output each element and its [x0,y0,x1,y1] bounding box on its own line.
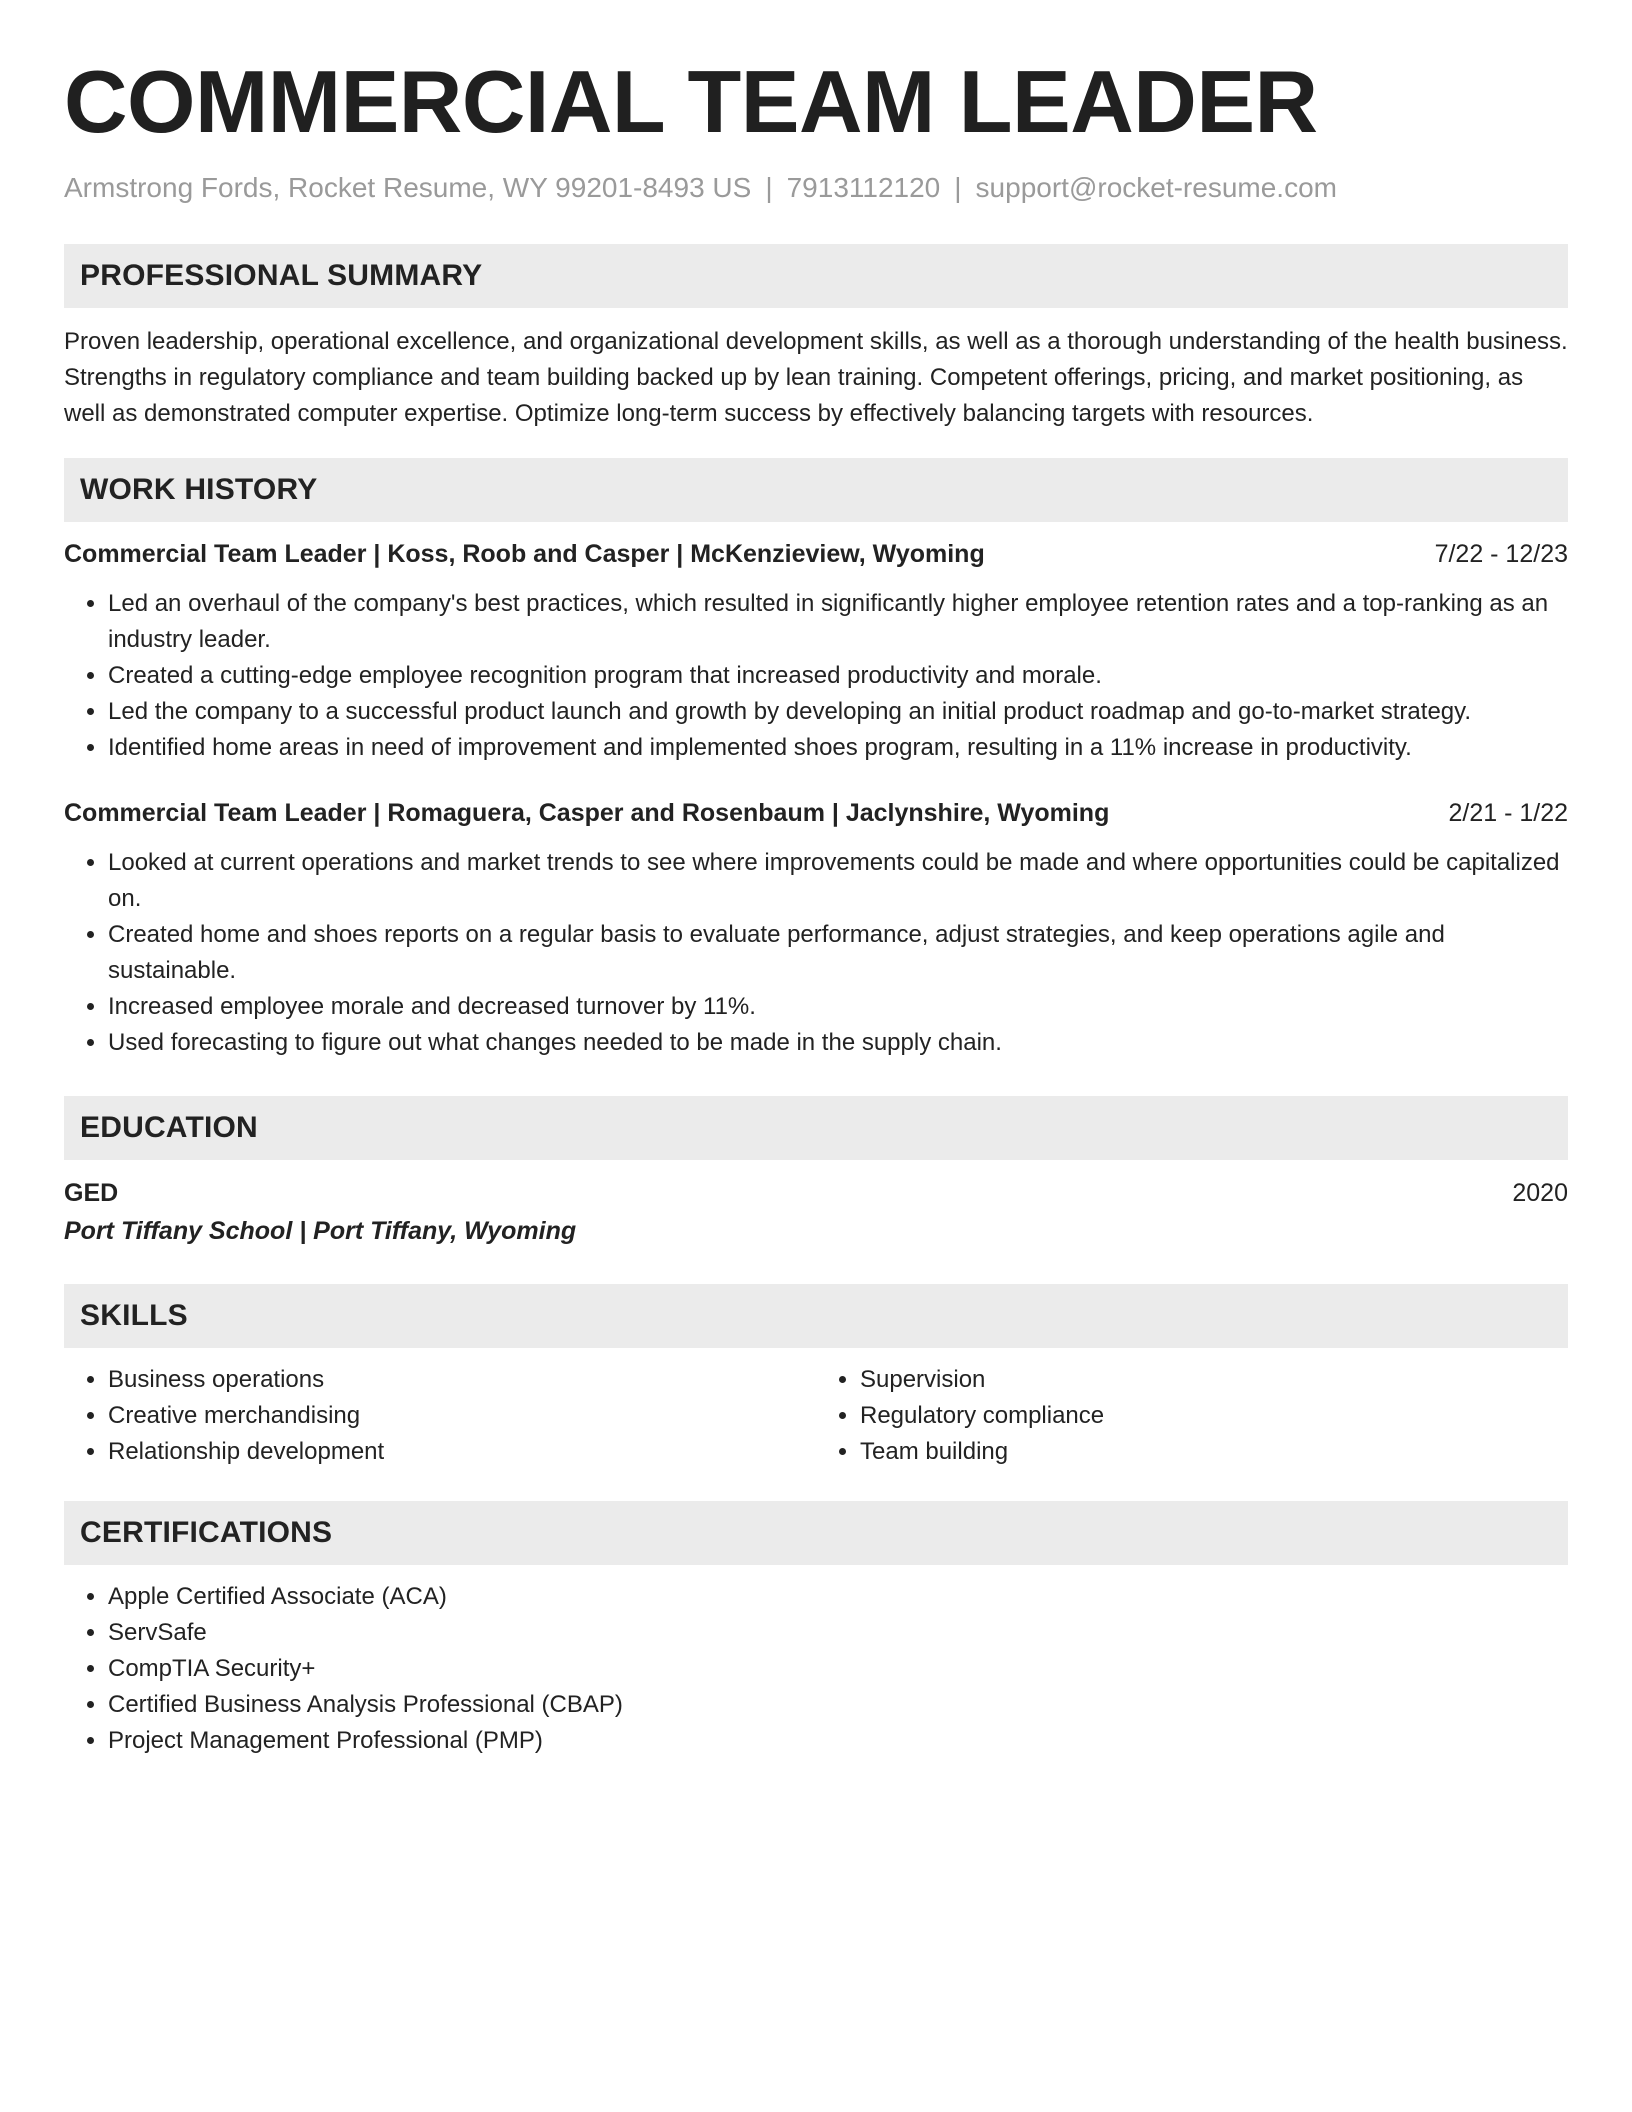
certification-item: • Project Management Professional (PMP) [108,1723,1568,1759]
job-bullet: • Used forecasting to figure out what changes needed to be made in the supply chain. [108,1025,1568,1061]
education-header [64,1174,1568,1212]
job-bullet: • Created home and shoes reports on a regular basis to evaluate performance, adjust strategies, and keep operations agile and sustainable. [108,917,1568,989]
skill-item: • Relationship development [108,1434,816,1470]
contact-phone: 7913112120 [786,172,941,203]
job-bullet: • Led an overhaul of the company's best practices, which resulted in significantly higher employee retention rates and a top-ranking as an industry leader. [108,586,1568,658]
certifications-section-header: CERTIFICATIONS [64,1501,1568,1565]
education-degree: GED [64,1179,119,1207]
contact-separator: | [765,172,773,203]
skill-item: • Team building [860,1434,1568,1470]
certification-item: • Certified Business Analysis Professional (CBAP) [108,1687,1568,1723]
job-entry [64,795,1568,1061]
job-entry [64,536,1568,766]
job-title: Commercial Team Leader | Koss, Roob and Casper | McKenzieview, Wyoming [64,540,985,568]
job-header [64,536,1568,572]
skill-item: • Supervision [860,1362,1568,1398]
job-bullet: • Looked at current operations and market trends to see where improvements could be made and where opportunities could be capitalized on. [108,845,1568,917]
education-entry [64,1174,1568,1250]
job-header [64,795,1568,831]
summary-text: Proven leadership, operational excellence, and organizational development skills, as well as a thorough understanding of the health business. Strengths in regulatory compliance and team building backed up by lean training. Competent offerings, pricing, and market positioning, as well as demonstrated computer expertise. Optimize long-term success by effectively balancing targets with resources. [64,328,1568,427]
contact-address: Armstrong Fords, Rocket Resume, WY 99201-8493 US [64,172,752,203]
certification-item: • Apple Certified Associate (ACA) [108,1579,1568,1615]
certifications-list [64,1579,1568,1759]
job-bullet-list [64,586,1568,766]
skills-list-right [816,1362,1568,1470]
contact-email: support@rocket-resume.com [975,172,1337,203]
job-dates: 7/22 - 12/23 [1434,540,1568,568]
contact-line [64,170,1568,206]
certification-item: • CompTIA Security+ [108,1651,1568,1687]
education-year: 2020 [1512,1179,1568,1207]
contact-separator: | [954,172,962,203]
education-section-header: EDUCATION [64,1096,1568,1160]
skills-list-left [64,1362,816,1470]
skill-item: • Creative merchandising [108,1398,816,1434]
work-history-section-header: WORK HISTORY [64,458,1568,522]
skills-section-header: SKILLS [64,1284,1568,1348]
skill-item: • Business operations [108,1362,816,1398]
job-bullet-list [64,845,1568,1061]
job-dates: 2/21 - 1/22 [1448,799,1568,827]
job-bullet: • Led the company to a successful product launch and growth by developing an initial product roadmap and go-to-market strategy. [108,694,1568,730]
resume-name-heading: COMMERCIAL TEAM LEADER [64,52,1318,151]
summary-section-header: PROFESSIONAL SUMMARY [64,244,1568,308]
job-bullet: • Created a cutting-edge employee recognition program that increased productivity and morale. [108,658,1568,694]
job-bullet: • Increased employee morale and decreased turnover by 11%. [108,989,1568,1025]
skills-grid [64,1348,1568,1470]
job-bullet: • Identified home areas in need of improvement and implemented shoes program, resulting in a 11% increase in productivity. [108,730,1568,766]
education-school: Port Tiffany School | Port Tiffany, Wyoming [64,1217,577,1245]
job-title: Commercial Team Leader | Romaguera, Casper and Rosenbaum | Jaclynshire, Wyoming [64,799,1110,827]
skill-item: • Regulatory compliance [860,1398,1568,1434]
certification-item: • ServSafe [108,1615,1568,1651]
